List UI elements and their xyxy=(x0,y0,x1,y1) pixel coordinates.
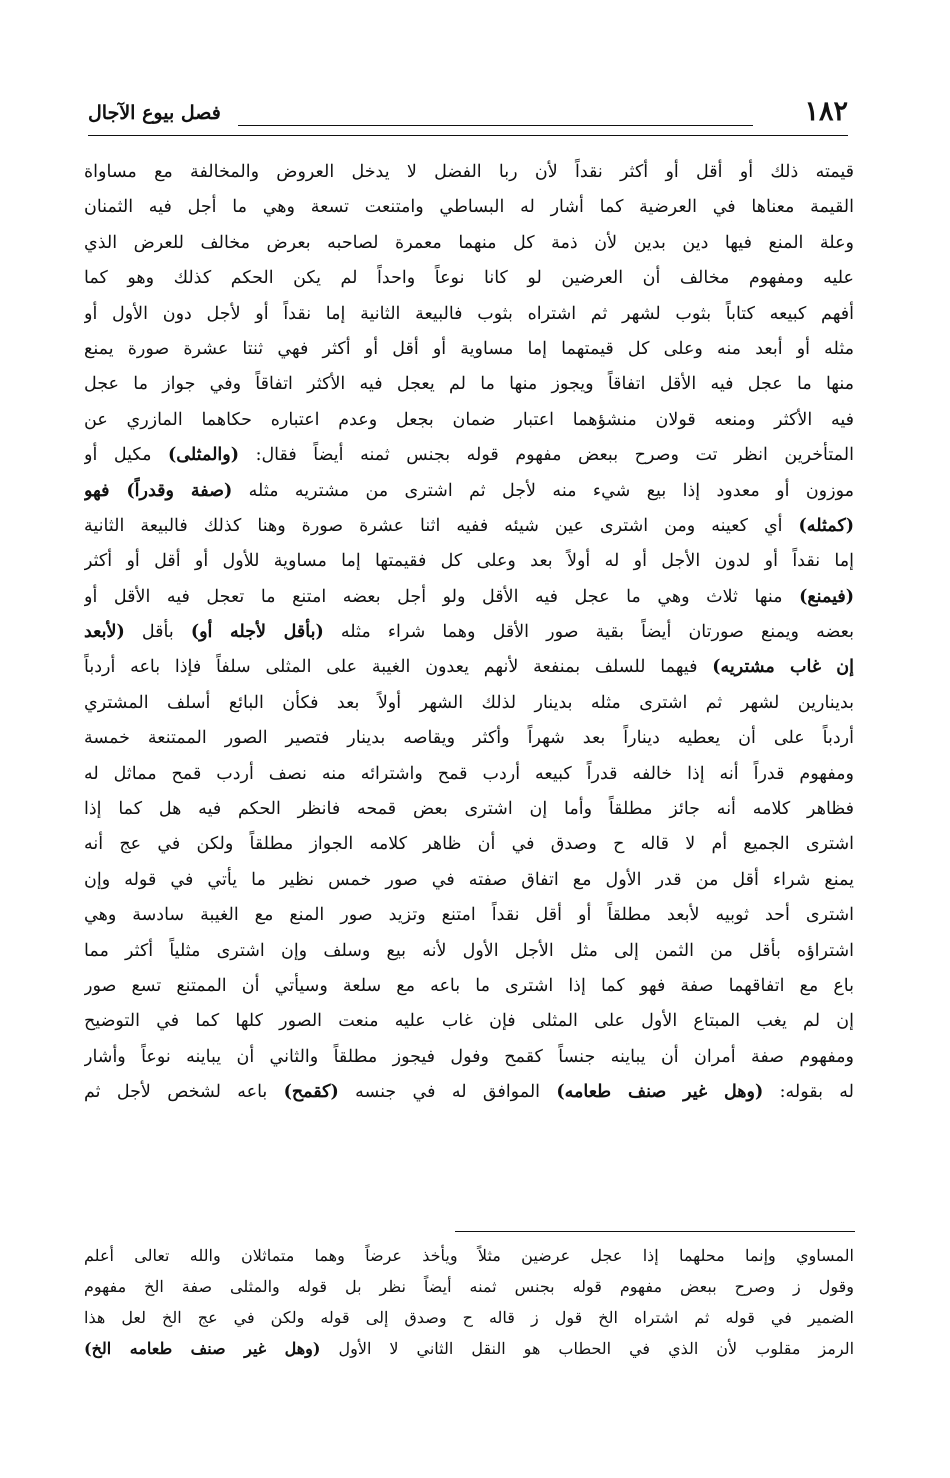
footnote-separator xyxy=(455,1231,855,1232)
text-line xyxy=(84,650,854,685)
text-segment: منها ثلاث وهي ما عجل فيه الأقل ولو أجل بعضه امتنع ما تعجل فيه الأقل أو xyxy=(84,586,800,607)
text-line xyxy=(84,898,854,933)
text-line xyxy=(84,1004,854,1039)
text-line xyxy=(84,367,854,402)
text-segment: باعه لشخص لأجل ثم xyxy=(84,1082,284,1103)
text-line xyxy=(84,1075,854,1110)
text-line xyxy=(84,863,854,898)
text-segment: مثله أو أبعد منه وعلى كل قيمتهما إما مساوية أو أقل أو أكثر فهي ثنتا عشرة صورة يمنع xyxy=(84,338,854,359)
bold-matn-text: إن غاب مشتريه) xyxy=(712,657,854,678)
footnote-line xyxy=(84,1271,854,1302)
page-number: ١٨٢ xyxy=(804,96,848,127)
footnote-line xyxy=(84,1240,854,1271)
text-segment: بدينارين لشهر ثم اشترى مثله بدينار لذلك الشهر أولاً بعد فكأن البائع أسلف المشتري xyxy=(84,692,854,713)
text-segment: منها ما عجل فيه الأقل اتفاقاً ويجوز منها ما لم يعجل فيه الأكثر اتفاقاً وفي جواز ما عجل xyxy=(84,374,854,395)
text-line xyxy=(84,226,854,261)
text-segment: اشترى أحد ثوبيه لأبعد مطلقاً أو أقل نقداً امتنع وتزيد صور المنع مع الغيبة سادسة وهي xyxy=(84,905,854,926)
text-line xyxy=(84,261,854,296)
text-segment: إن لم يغب المبتاع الأول على المثلى فإن غاب عليه منعت الصور كلها كما في التوضيح xyxy=(84,1011,854,1032)
footnote-block xyxy=(84,1240,854,1364)
text-segment: يمنع شراء أقل من قدر الأول مع اتفاق صفته في صور خمس نظير ما يأتي في قوله وإن xyxy=(84,869,854,890)
main-text-body xyxy=(84,155,854,1111)
text-line xyxy=(84,827,854,862)
text-segment: أي كعينه ومن اشترى عين شيئه ففيه اثنا عشرة صورة وهنا كذلك فالبيعة الثانية xyxy=(84,515,799,536)
text-segment: ومفهوم قدراً أنه إذا خالفه قدراً كبيعه أردب قمح واشترائه منه نصف أردب قمح مماثل له xyxy=(84,763,854,784)
running-title: فصل بيوع الآجال xyxy=(88,102,221,124)
text-segment: اشتراؤه بأقل من الثمن إلى مثل الأجل الأول لأنه بيع وسلف وإن اشترى مثلياً أكثر مما xyxy=(84,940,854,961)
bold-matn-text: (صفة وقدراً) فهو xyxy=(84,480,233,501)
bold-matn-text: (وهل غير صنف طعامه) xyxy=(556,1082,764,1103)
text-line xyxy=(84,544,854,579)
text-segment: أردباً على أن يعطيه ديناراً بعد شهراً وأكثر ويقاصه بدينار فتصير الصور الممتنعة خمسة xyxy=(84,728,854,749)
text-segment: اشترى الجميع أم لا قاله ح وصدق في أن ظاهر كلامه الجواز مطلقاً ولكن في عج أنه xyxy=(84,834,854,855)
bold-matn-text: (لأبعد xyxy=(84,622,125,643)
text-line xyxy=(84,615,854,650)
text-line xyxy=(84,934,854,969)
text-segment: عليه ومفهوم مخالف أن العرضين لو كانا نوعاً واحداً لم يكن الحكم كذلك وهو كما xyxy=(84,268,854,289)
text-segment: قيمته ذلك أو أقل أو أكثر نقداً لأن ربا الفضل لا يدخل العروض والمخالفة مع مساواة xyxy=(84,162,854,182)
footnote-line xyxy=(84,1333,854,1364)
text-segment: بأقل xyxy=(124,622,191,643)
text-line xyxy=(84,155,854,190)
header-rule xyxy=(238,125,753,126)
text-line xyxy=(84,686,854,721)
text-line xyxy=(84,332,854,367)
text-segment: موزون أو معدود إذا بيع شيء منه لأجل ثم اشترى من مشتريه مثله xyxy=(232,480,854,501)
text-segment: المتأخرين انظر تت وصرح ببعض مفهوم قوله بجنس ثمنه أيضاً فقال: xyxy=(239,445,854,466)
text-line xyxy=(84,509,854,544)
text-segment: الموافق له في جنسه xyxy=(338,1082,557,1103)
text-segment: له بقوله: xyxy=(763,1082,854,1103)
text-line xyxy=(84,190,854,225)
text-line xyxy=(84,297,854,332)
bold-matn-text: (وهل غير صنف طعامه الخ) xyxy=(84,1339,321,1358)
text-segment: باع مع اتفاقهما صفة فهو كما إذا اشترى ما باعه مع سلعة وسيأتي أن الممتنع تسع صور xyxy=(84,975,854,996)
text-segment: مكيل أو xyxy=(84,445,169,466)
footnote-line xyxy=(84,1302,854,1333)
text-segment: بعضه ويمنع صورتان أيضاً بقية صور الأقل وهما شراء مثله xyxy=(323,622,854,643)
text-segment: إما نقداً أو لدون الأجل أو له أولاً بعد وعلى كل فقيمتها إما مساوية للأول أو أقل أو أكثر xyxy=(84,551,854,572)
text-segment: أفهم كبيعه كتاباً بثوب لشهر ثم اشتراه بثوب فالبيعة الثانية إما نقداً أو لأجل دون الأول أو xyxy=(84,303,854,324)
text-line xyxy=(84,580,854,615)
text-line xyxy=(84,403,854,438)
text-line xyxy=(84,438,854,473)
text-segment: ومفهوم صفة أمران أن يباينه جنساً كقمح وفول فيجوز مطلقاً والثاني أن يباينه نوعاً وأشار xyxy=(84,1046,854,1067)
bold-matn-text: (والمثلى) xyxy=(168,445,239,466)
text-segment: الضمير في قوله ثم اشتراه الخ قول ز قاله ح وصدق إلى قوله ولكن في عج الخ لعل هذا xyxy=(84,1308,854,1327)
bold-matn-text: (بأقل لأجله أو) xyxy=(190,622,324,643)
text-segment: فيه الأكثر ومنعه قولان منشؤهما اعتبار ضمان بجعل وعدم اعتباره حكاهما المازري عن xyxy=(84,409,854,430)
text-line xyxy=(84,721,854,756)
text-segment: القيمة معناها في العرضية كما أشار له البساطي وامتنعت تسعة وهي ما أجل فيه الثمنان xyxy=(84,197,854,218)
text-segment: المساوي وإنما محلهما إذا عجل عرضين مثلاً ويأخذ عرضاً وهما متماثلان والله تعالى أعلم xyxy=(84,1246,854,1265)
text-segment: فظاهر كلامه أنه جائز مطلقاً وأما إن اشترى بعض قمحه فانظر الحكم فيه هل كما إذا xyxy=(84,799,854,820)
text-segment: الرمز مقلوب لأن الذي في الحطاب هو النقل الثاني لا الأول xyxy=(320,1339,854,1358)
bold-matn-text: (كمثله) xyxy=(798,515,854,536)
text-line xyxy=(84,757,854,792)
text-line xyxy=(84,474,854,509)
text-line xyxy=(84,1040,854,1075)
bold-matn-text: (فيمنع) xyxy=(799,586,854,607)
text-segment: وقول ز وصرح ببعض مفهوم قوله بجنس ثمنه أيضاً نظر بل قوله والمثلى صفة الخ مفهوم xyxy=(84,1277,854,1296)
header-underline xyxy=(88,135,848,136)
text-line xyxy=(84,792,854,827)
text-segment: فيهما للسلف بمنفعة لأنهم يعدون الغيبة على المثلى سلفاً فإذا باعه أردباً xyxy=(84,657,713,678)
text-line xyxy=(84,969,854,1004)
text-segment: وعلة المنع فيها دين بدين لأن ذمة كل منهما معمرة لصاحبه بعرض مخالف للعرض الذي xyxy=(84,232,854,253)
page-header xyxy=(88,96,848,136)
bold-matn-text: (كقمح) xyxy=(283,1082,339,1103)
